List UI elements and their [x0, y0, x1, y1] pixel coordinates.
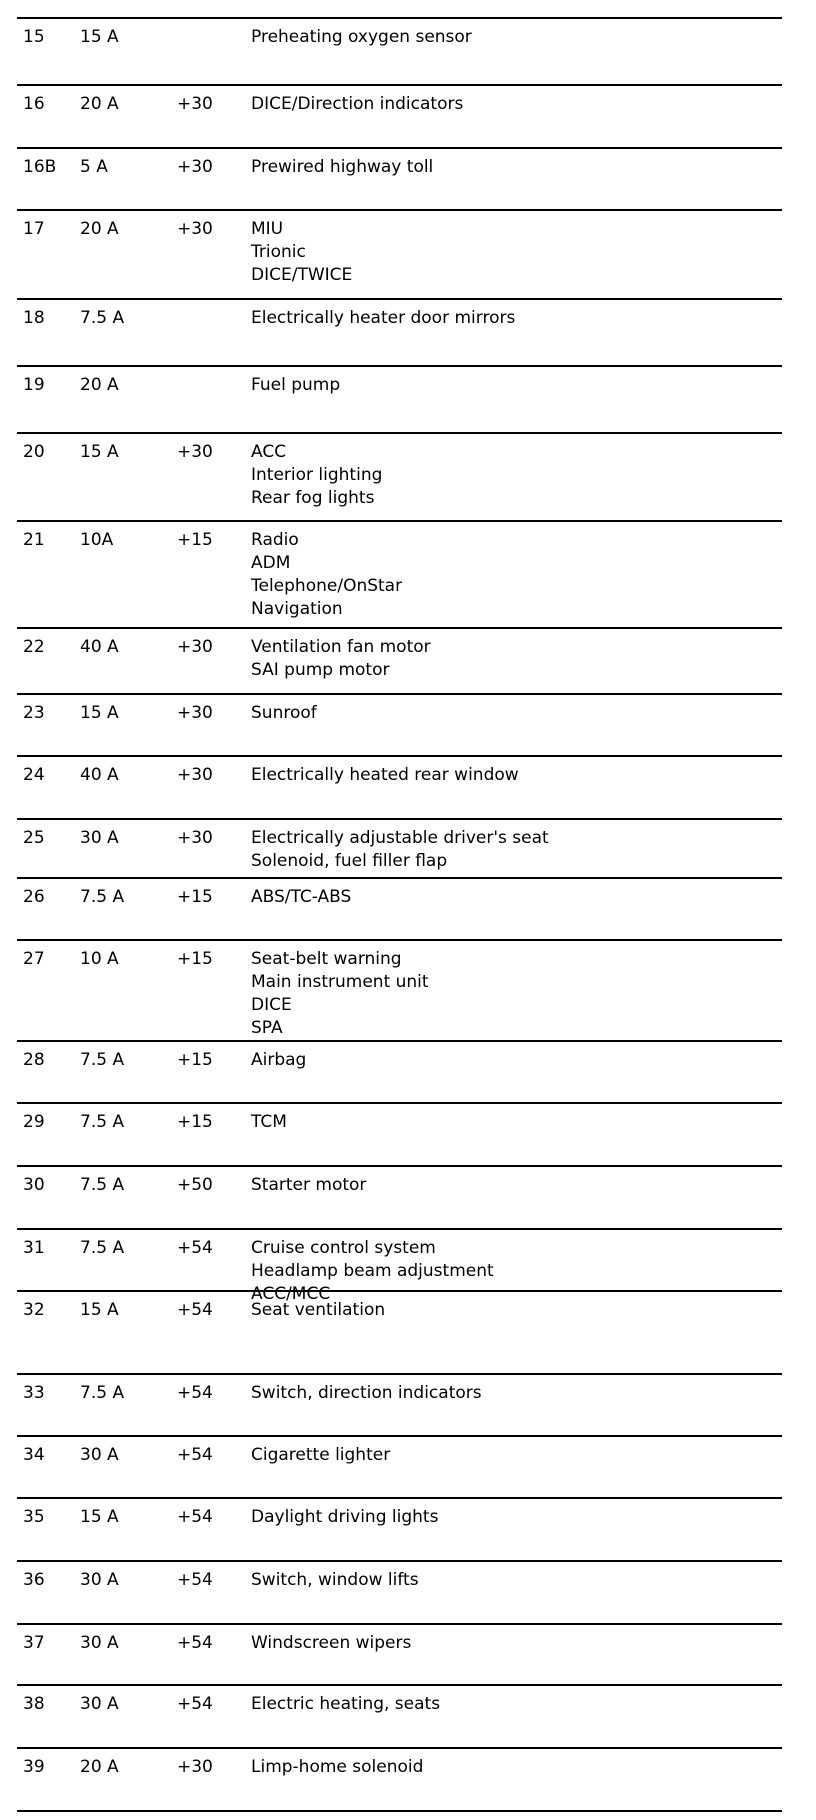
fuse-terminal: +54 [177, 1633, 213, 1653]
fuse-terminal: +54 [177, 1507, 213, 1527]
fuse-function-line: Ventilation fan motor [251, 637, 431, 657]
fuse-functions [251, 1382, 482, 1405]
fuse-functions [251, 1632, 411, 1655]
fuse-function-line: Navigation [251, 599, 343, 619]
fuse-function-line: Trionic [251, 242, 306, 262]
fuse-terminal: +30 [177, 94, 213, 114]
fuse-row [17, 365, 782, 432]
fuse-function-line: Seat ventilation [251, 1300, 386, 1320]
fuse-rating: 7.5 A [80, 1238, 125, 1258]
fuse-functions [251, 1174, 366, 1197]
fuse-terminal: +30 [177, 828, 213, 848]
fuse-number: 37 [23, 1633, 45, 1653]
fuse-rating: 30 A [80, 1570, 119, 1590]
fuse-number: 22 [23, 637, 45, 657]
fuse-number: 36 [23, 1570, 45, 1590]
fuse-functions [251, 93, 463, 116]
fuse-row [17, 818, 782, 877]
fuse-row [17, 1228, 782, 1304]
fuse-terminal: +30 [177, 442, 213, 462]
fuse-rating: 15 A [80, 442, 119, 462]
fuse-function-line: ADM [251, 553, 291, 573]
fuse-functions [251, 218, 352, 287]
fuse-functions [251, 307, 515, 330]
fuse-row [17, 627, 782, 693]
fuse-function-line: Windscreen wipers [251, 1633, 412, 1653]
fuse-rating: 15 A [80, 27, 119, 47]
fuse-row [17, 209, 782, 298]
fuse-terminal: +54 [177, 1383, 213, 1403]
fuse-number: 35 [23, 1507, 45, 1527]
fuse-terminal: +15 [177, 887, 213, 907]
fuse-function-line: Cigarette lighter [251, 1445, 391, 1465]
fuse-functions [251, 948, 429, 1040]
fuse-number: 27 [23, 949, 45, 969]
fuse-terminal: +54 [177, 1300, 213, 1320]
fuse-function-line: DICE [251, 995, 292, 1015]
fuse-function-line: Rear fog lights [251, 488, 375, 508]
fuse-functions [251, 702, 317, 725]
fuse-number: 25 [23, 828, 45, 848]
table-bottom-rule [17, 1810, 782, 1812]
fuse-functions [251, 1111, 287, 1134]
fuse-number: 26 [23, 887, 45, 907]
fuse-functions [251, 1299, 385, 1322]
fuse-function-line: Solenoid, fuel filler flap [251, 851, 448, 871]
fuse-rating: 20 A [80, 219, 119, 239]
fuse-terminal: +30 [177, 1757, 213, 1777]
fuse-terminal: +30 [177, 703, 213, 723]
fuse-terminal: +30 [177, 637, 213, 657]
fuse-functions [251, 1049, 306, 1072]
fuse-function-line: Headlamp beam adjustment [251, 1261, 494, 1281]
fuse-row [17, 1040, 782, 1102]
fuse-functions [251, 886, 351, 909]
fuse-function-line: Fuel pump [251, 375, 341, 395]
fuse-function-line: Radio [251, 530, 299, 550]
fuse-row [17, 520, 782, 627]
fuse-rating: 40 A [80, 765, 119, 785]
fuse-rating: 20 A [80, 1757, 119, 1777]
fuse-row [17, 939, 782, 1040]
fuse-functions [251, 156, 433, 179]
fuse-terminal: +30 [177, 157, 213, 177]
fuse-rating: 7.5 A [80, 1112, 125, 1132]
fuse-row [17, 1623, 782, 1684]
fuse-number: 21 [23, 530, 45, 550]
fuse-number: 33 [23, 1383, 45, 1403]
fuse-function-line: Telephone/OnStar [251, 576, 403, 596]
fuse-rating: 20 A [80, 94, 119, 114]
fuse-function-line: Cruise control system [251, 1238, 436, 1258]
fuse-functions [251, 529, 402, 621]
fuse-functions [251, 1693, 440, 1716]
fuse-function-line: TCM [251, 1112, 287, 1132]
fuse-row [17, 755, 782, 818]
fuse-rating: 7.5 A [80, 887, 125, 907]
fuse-rating: 7.5 A [80, 1383, 125, 1403]
fuse-rating: 7.5 A [80, 1175, 125, 1195]
fuse-terminal: +15 [177, 530, 213, 550]
fuse-functions [251, 441, 382, 510]
fuse-function-line: Electric heating, seats [251, 1694, 441, 1714]
fuse-function-line: Seat-belt warning [251, 949, 402, 969]
fuse-row [17, 1747, 782, 1810]
fuse-functions [251, 827, 549, 873]
fuse-number: 23 [23, 703, 45, 723]
fuse-rating: 30 A [80, 828, 119, 848]
fuse-functions [251, 636, 431, 682]
fuse-functions [251, 1444, 390, 1467]
fuse-rating: 20 A [80, 375, 119, 395]
fuse-terminal: +54 [177, 1570, 213, 1590]
fuse-terminal: +15 [177, 949, 213, 969]
fuse-function-line: Prewired highway toll [251, 157, 434, 177]
fuse-function-line: Main instrument unit [251, 972, 429, 992]
fuse-number: 18 [23, 308, 45, 328]
fuse-function-line: Switch, window lifts [251, 1570, 419, 1590]
fuse-function-line: Starter motor [251, 1175, 367, 1195]
fuse-number: 31 [23, 1238, 45, 1258]
fuse-terminal: +54 [177, 1694, 213, 1714]
fuse-number: 16B [23, 157, 57, 177]
fuse-function-line: Electrically adjustable driver's seat [251, 828, 549, 848]
fuse-functions [251, 26, 472, 49]
fuse-row [17, 1373, 782, 1435]
fuse-function-line: SPA [251, 1018, 283, 1038]
fuse-rating: 7.5 A [80, 1050, 125, 1070]
fuse-terminal: +30 [177, 765, 213, 785]
fuse-function-line: Daylight driving lights [251, 1507, 439, 1527]
fuse-function-line: Switch, direction indicators [251, 1383, 482, 1403]
fuse-rating: 30 A [80, 1445, 119, 1465]
fuse-row [17, 1497, 782, 1560]
fuse-rating: 10 A [80, 949, 119, 969]
fuse-terminal: +54 [177, 1238, 213, 1258]
fuse-row [17, 298, 782, 365]
fuse-row [17, 432, 782, 520]
fuse-terminal: +54 [177, 1445, 213, 1465]
fuse-rating: 15 A [80, 703, 119, 723]
fuse-function-line: ACC [251, 442, 287, 462]
fuse-rating: 5 A [80, 157, 108, 177]
fuse-function-line: MIU [251, 219, 284, 239]
fuse-rating: 7.5 A [80, 308, 125, 328]
fuse-functions [251, 764, 519, 787]
fuse-function-line: DICE/TWICE [251, 265, 353, 285]
fuse-function-line: Airbag [251, 1050, 307, 1070]
fuse-number: 34 [23, 1445, 45, 1465]
fuse-row [17, 693, 782, 755]
fuse-number: 39 [23, 1757, 45, 1777]
fuse-function-line: SAI pump motor [251, 660, 390, 680]
fuse-row [17, 1102, 782, 1165]
fuse-number: 20 [23, 442, 45, 462]
fuse-number: 17 [23, 219, 45, 239]
fuse-number: 28 [23, 1050, 45, 1070]
fuse-function-line: Limp-home solenoid [251, 1757, 424, 1777]
fuse-rating: 15 A [80, 1507, 119, 1527]
fuse-functions [251, 1506, 438, 1529]
fuse-function-line: Preheating oxygen sensor [251, 27, 472, 47]
fuse-terminal: +30 [177, 219, 213, 239]
fuse-row [17, 147, 782, 209]
fuse-functions [251, 374, 340, 397]
fuse-number: 24 [23, 765, 45, 785]
fuse-rating: 15 A [80, 1300, 119, 1320]
fuse-row [17, 1560, 782, 1623]
fuse-functions [251, 1569, 419, 1592]
fuse-rating: 30 A [80, 1694, 119, 1714]
fuse-number: 32 [23, 1300, 45, 1320]
fuse-number: 16 [23, 94, 45, 114]
fuse-function-line: Electrically heated rear window [251, 765, 519, 785]
fuse-row [17, 1165, 782, 1228]
fuse-number: 29 [23, 1112, 45, 1132]
fuse-rating: 40 A [80, 637, 119, 657]
fuse-row [17, 84, 782, 147]
fuse-terminal: +15 [177, 1050, 213, 1070]
fuse-terminal: +15 [177, 1112, 213, 1132]
fuse-row [17, 1684, 782, 1747]
fuse-function-line: ACC/MCC [251, 1284, 331, 1304]
fuse-function-line: Sunroof [251, 703, 317, 723]
fuse-functions [251, 1756, 423, 1779]
fuse-function-line: DICE/Direction indicators [251, 94, 464, 114]
fuse-number: 19 [23, 375, 45, 395]
fuse-number: 15 [23, 27, 45, 47]
fuse-rating: 10A [80, 530, 114, 550]
fuse-number: 38 [23, 1694, 45, 1714]
fuse-terminal: +50 [177, 1175, 213, 1195]
fuse-row [17, 877, 782, 939]
fuse-number: 30 [23, 1175, 45, 1195]
fuse-function-line: Interior lighting [251, 465, 383, 485]
fuse-function-line: Electrically heater door mirrors [251, 308, 516, 328]
fuse-function-line: ABS/TC-ABS [251, 887, 352, 907]
fuse-row [17, 1435, 782, 1497]
fuse-row [17, 1290, 782, 1373]
fuse-rating: 30 A [80, 1633, 119, 1653]
fuse-row [17, 17, 782, 84]
